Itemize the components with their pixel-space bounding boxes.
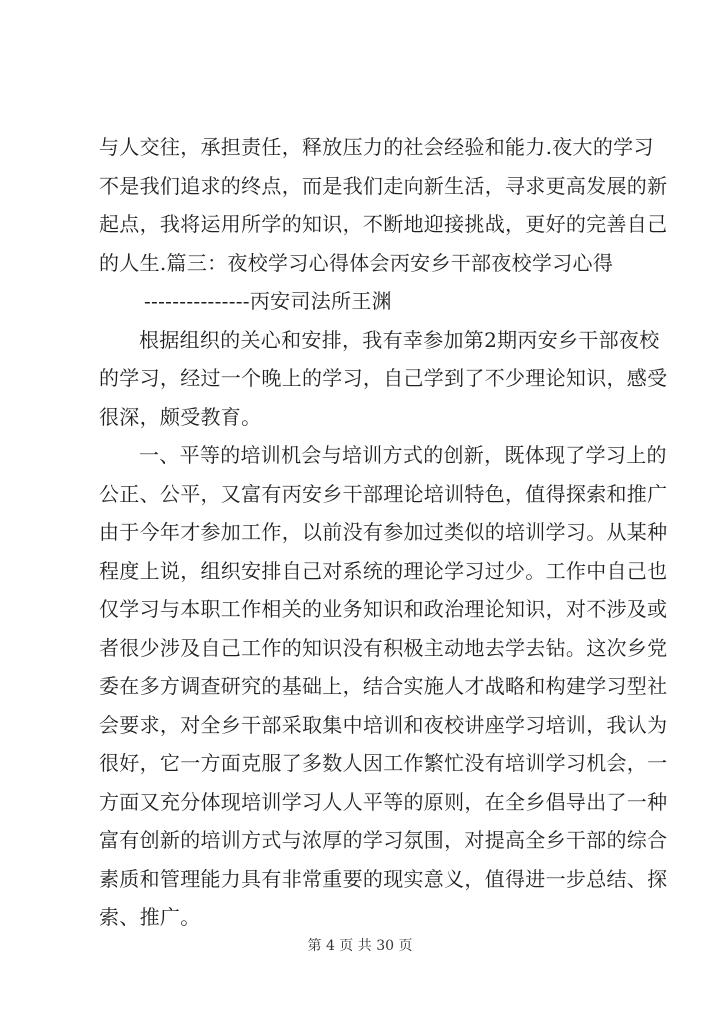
paragraph-start: 一、平等的培训机会与培训方式的创新，既体现了学习上的 xyxy=(139,443,667,467)
text-line: 素质和管理能力具有非常重要的现实意义，值得进一步总结、探 xyxy=(99,866,668,891)
text-line: 者很少涉及自己工作的知识没有积极主动地去学去钻。这次乡党 xyxy=(99,635,668,660)
body-text xyxy=(99,128,668,937)
text-line: 与人交往，承担责任，释放压力的社会经验和能力.夜大的学习 xyxy=(99,135,654,159)
text-line: 富有创新的培训方式与浓厚的学习氛围，对提高全乡干部的综合 xyxy=(99,828,668,852)
author-signature: ---------------丙安司法所王渊 xyxy=(144,289,392,313)
text-line: 很深，颇受教育。 xyxy=(99,404,262,429)
text-line: 由于今年才参加工作，以前没有参加过类似的培训学习。从某种 xyxy=(99,520,668,544)
text-line: 很好，它一方面克服了多数人因工作繁忙没有培训学习机会，一 xyxy=(99,751,668,775)
text-line: 委在多方调查研究的基础上，结合实施人才战略和构建学习型社 xyxy=(99,674,668,698)
text-line: 会要求，对全乡干部采取集中培训和夜校讲座学习培训，我认为 xyxy=(99,712,668,737)
text-line: 的学习，经过一个晚上的学习，自己学到了不少理论知识，感受 xyxy=(99,366,668,390)
text-line: 公正、公平，又富有丙安乡干部理论培训特色，值得探索和推广 xyxy=(99,481,668,506)
text-line: 仅学习与本职工作相关的业务知识和政治理论知识，对不涉及或 xyxy=(99,597,668,621)
text-line: 起点，我将运用所学的知识，不断地迎接挑战，更好的完善自己 xyxy=(99,212,668,236)
text-line: 的人生.篇三：夜校学习心得体会丙安乡干部夜校学习心得 xyxy=(99,250,614,275)
page-number-footer: 第 4 页 共 30 页 xyxy=(307,938,413,954)
text-line: 索、推广。 xyxy=(99,905,201,929)
text-line: 程度上说，组织安排自己对系统的理论学习过少。工作中自己也 xyxy=(99,558,668,583)
paragraph-start: 根据组织的关心和安排，我有幸参加第2期丙安乡干部夜校 xyxy=(139,327,660,352)
text-line: 方面又充分体现培训学习人人平等的原则，在全乡倡导出了一种 xyxy=(99,789,668,814)
text-line: 不是我们追求的终点，而是我们走向新生活，寻求更高发展的新 xyxy=(99,173,668,198)
